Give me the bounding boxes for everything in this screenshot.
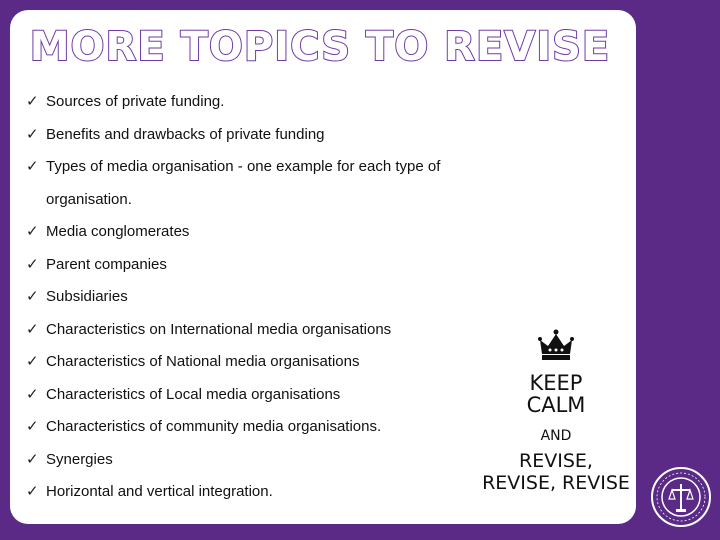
and-text: AND (540, 428, 572, 444)
checkmark-icon: ✓ (26, 255, 39, 273)
calm-text: CALM (526, 393, 586, 417)
checkmark-icon: ✓ (26, 125, 39, 143)
list-item: ✓ Characteristics on International media organisations (26, 314, 506, 347)
list-item: ✓ Horizontal and vertical integration. (26, 476, 506, 509)
topic-list (26, 86, 506, 509)
list-item: ✓ Benefits and drawbacks of private funding (26, 119, 506, 152)
school-seal-logo (650, 466, 712, 528)
checkmark-icon: ✓ (26, 385, 39, 403)
checkmark-icon: ✓ (26, 483, 39, 500)
revise-revise-text: REVISE, REVISE (482, 472, 630, 494)
checkmark-icon: ✓ (26, 418, 39, 435)
list-item: ✓ Characteristics of Local media organisations (26, 379, 506, 412)
page-title: MORE TOPICS TO REVISE (29, 24, 611, 70)
checkmark-icon: ✓ (26, 158, 39, 175)
list-item: ✓ Subsidiaries (26, 281, 506, 314)
revise-text: REVISE, (519, 450, 593, 472)
list-item: ✓ Characteristics of community media organisations. (26, 411, 506, 444)
content-card (10, 10, 636, 524)
list-item: ✓ Media conglomerates (26, 216, 506, 249)
checkmark-icon: ✓ (26, 93, 39, 110)
checkmark-icon: ✓ (26, 450, 39, 468)
list-item: ✓ Synergies (26, 444, 506, 477)
checkmark-icon: ✓ (26, 223, 39, 240)
checkmark-icon: ✓ (26, 288, 39, 305)
crown-icon (536, 328, 576, 364)
keep-text: KEEP (529, 371, 583, 395)
keep-calm-poster (480, 328, 632, 494)
list-item: ✓ Sources of private funding. (26, 86, 506, 119)
list-item: ✓ Characteristics of National media organisations (26, 346, 506, 379)
checkmark-icon: ✓ (26, 320, 39, 338)
list-item: ✓ Types of media organisation - one example for each type of organisation. (26, 151, 506, 216)
checkmark-icon: ✓ (26, 353, 39, 370)
list-item: ✓ Parent companies (26, 249, 506, 282)
